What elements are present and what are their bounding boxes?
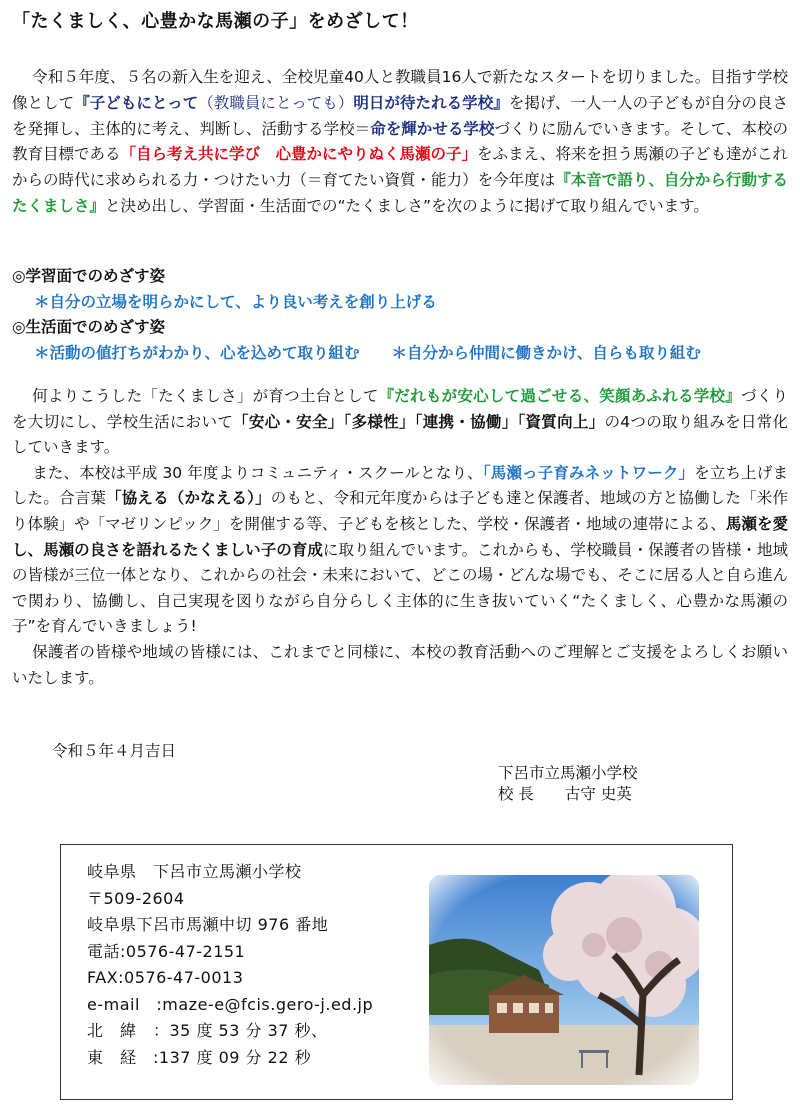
study-goal-item: ＊自分の立場を明らかにして、より良い考えを創り上げる xyxy=(34,292,437,311)
contact-latitude: 北 緯 ：35 度 53 分 37 秒、 xyxy=(87,1021,328,1040)
document-date: 令和５年４月吉日 xyxy=(52,742,177,760)
contact-school-name: 岐阜県 下呂市立馬瀬小学校 xyxy=(87,862,302,881)
intro-sentence-3: づくりに励んでいきます。そして、本校の教育目標である xyxy=(12,119,788,164)
intro-sentence-5: と決め出し、学習面・生活面での“たくましさ”を次のように掲げて取り組んでいます。 xyxy=(105,196,709,215)
life-goal-item-2: ＊自分から仲間に働きかけ、自らも取り組む xyxy=(391,343,701,362)
school-photo-image xyxy=(429,875,699,1085)
page-title: 「たくましく、心豊かな馬瀬の子」をめざして！ xyxy=(12,11,419,32)
contact-email[interactable]: e-mail :maze-e@fcis.gero-j.ed.jp xyxy=(87,994,374,1014)
annual-theme: 『本音で語り、自分から行動するたくましさ』 xyxy=(12,171,788,215)
p2-sentence-4: に取り組んでいます。これからも、学校職員・保護者の皆様・地域の皆様が三位一体となり、これからの社会・未来において、どこの場・どんな場でも、そこに居る人と自ら進んで関わり、協働し、自己実現を図りながら自分らしく主体的に生き抜いていく“たくましく、心豊かな馬瀬の子”を育んでいきましょう! xyxy=(12,540,788,636)
signature-school: 下呂市立馬瀬小学校 xyxy=(498,764,638,782)
contact-longitude: 東 経 :137 度 09 分 22 秒 xyxy=(87,1047,312,1067)
p2-sentence-1: また、本校は平成 30 年度よりコミュニティ・スクールとなり、 xyxy=(32,463,483,482)
network-name: 「馬瀬っ子育みネットワーク」 xyxy=(482,463,695,482)
body-paragraph-3: 保護者の皆様や地域の皆様には、これまでと同様に、本校の教育活動へのご理解とご支援をよろしくお願いいたします。 xyxy=(12,642,788,687)
study-goal-heading: ◎学習面でのめざす姿 xyxy=(12,267,166,285)
p1-sentence-3: の4つの取り組みを日常化していきます。 xyxy=(12,412,788,457)
signature-block xyxy=(498,763,638,805)
p1-sentence-2: づくりを大切にし、学校生活において xyxy=(12,387,788,431)
body-paragraph-2 xyxy=(12,461,788,640)
p1-school-ideal: 『だれもが安心して過ごせる、笑顔あふれる学校』 xyxy=(378,387,741,405)
p1-keywords: 「安心・安全」「多様性」「連携・協働」「資質向上」 xyxy=(233,412,605,431)
contact-tel: 電話:0576-47-2151 xyxy=(87,941,246,961)
body-paragraph-1 xyxy=(12,384,788,461)
body-section xyxy=(12,384,788,691)
intro-sentence-4: をふまえ、将来を担う馬瀬の子ども達がこれからの時代に求められる力・つけたい力（＝育てたい資質・能力）を今年度は xyxy=(12,145,788,190)
school-vision-1: 『子どもにとって xyxy=(74,93,199,112)
contact-fax: FAX:0576-47-0013 xyxy=(87,968,244,987)
life-goal-heading: ◎生活面でのめざす姿 xyxy=(12,318,166,336)
school-motto: 命を輝かせる学校 xyxy=(370,119,495,138)
watchword: 「協える（かなえる）」 xyxy=(106,489,271,508)
contact-postal: 〒509-2604 xyxy=(87,888,185,908)
intro-sentence-2: を掲げ、一人一人の子どもが自分の良さを発揮し、主体的に考え、判断し、活動する学校＝ xyxy=(12,93,788,138)
education-goal: 「自ら考え共に学び 心豊かにやりぬく馬瀬の子」 xyxy=(120,145,478,164)
intro-paragraph xyxy=(12,65,788,220)
intro-text xyxy=(12,65,788,220)
p2-highlight: 馬瀬を愛し、馬瀬の良さを語れるたくましい子の育成 xyxy=(12,514,788,559)
school-photo xyxy=(429,875,699,1085)
contact-box xyxy=(60,844,733,1100)
intro-sentence-1: 令和５年度、５名の新入生を迎え、全校児童40人と教職員16人で新たなスタートを切りました。目指す学校像として xyxy=(12,68,788,112)
life-goal-item-1: ＊活動の値打ちがわかり、心を込めて取り組む xyxy=(34,343,360,362)
life-goal-items xyxy=(12,341,788,367)
goals-section xyxy=(12,264,788,366)
school-vision-3: 明日が待たれる学校』 xyxy=(353,93,509,112)
contact-info xyxy=(87,859,373,1071)
contact-address: 岐阜県下呂市馬瀬中切 976 番地 xyxy=(87,915,329,934)
signature-principal: 校 長 古守 史英 xyxy=(498,785,632,803)
p2-sentence-2: を立ち上げました。合言葉 xyxy=(12,463,788,508)
p2-sentence-3: のもと、令和元年度からは子ども達と保護者、地域の方と協働した「米作り体験」や「マゼリンピック」を開催する等、子どもを核とした、学校・保護者・地域の連帯による、 xyxy=(12,489,788,533)
p1-sentence-1: 何よりこうした「たくましさ」が育つ土台として xyxy=(32,387,379,405)
school-vision-2: （教職員にとっても） xyxy=(198,93,354,112)
